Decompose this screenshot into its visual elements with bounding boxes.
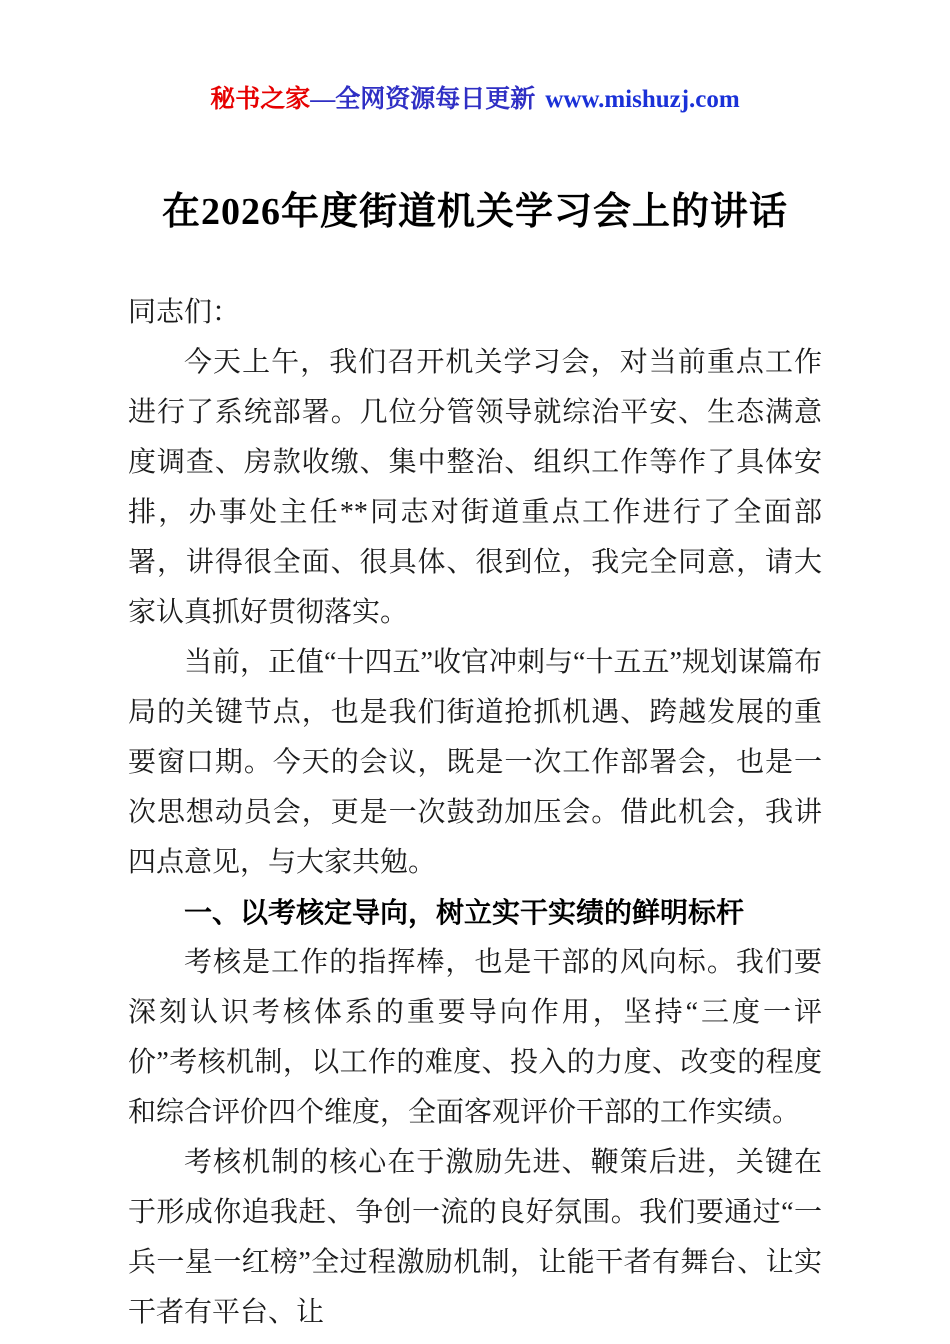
paragraph: 考核是工作的指挥棒，也是干部的风向标。我们要深刻认识考核体系的重要导向作用，坚持“三度一评价”考核机制，以工作的难度、投入的力度、改变的程度和综合评价四个维度，全面客观评价干部的工作实绩。 [128, 947, 822, 1128]
site-header [128, 84, 822, 116]
site-url-link[interactable]: www.mishuzj.com [545, 86, 740, 113]
document-title: 在2026年度街道机关学习会上的讲话 [161, 191, 788, 233]
paragraph: 同志们： [128, 297, 241, 328]
site-tagline: —全网资源每日更新 [310, 86, 536, 113]
paragraph: 当前，正值“十四五”收官冲刺与“十五五”规划谋篇布局的关键节点，也是我们街道抢抓机遇、跨越发展的重要窗口期。今天的会议，既是一次工作部署会，也是一次思想动员会，更是一次鼓劲加压会。借此机会，我讲四点意见，与大家共勉。 [128, 647, 822, 878]
section-heading: 一、以考核定导向，树立实干实绩的鲜明标杆 [184, 897, 745, 928]
paragraph: 今天上午，我们召开机关学习会，对当前重点工作进行了系统部署。几位分管领导就综治平安、生态满意度调查、房款收缴、集中整治、组织工作等作了具体安排，办事处主任**同志对街道重点工作进行了全面部署，讲得很全面、很具体、很到位，我完全同意，请大家认真抓好贯彻落实。 [128, 347, 822, 628]
document-body [128, 288, 822, 1338]
paragraph: 考核机制的核心在于激励先进、鞭策后进，关键在于形成你追我赶、争创一流的良好氛围。我们要通过“一兵一星一红榜”全过程激励机制，让能干者有舞台、让实干者有平台、让 [128, 1147, 822, 1328]
site-brand: 秘书之家 [210, 86, 311, 113]
